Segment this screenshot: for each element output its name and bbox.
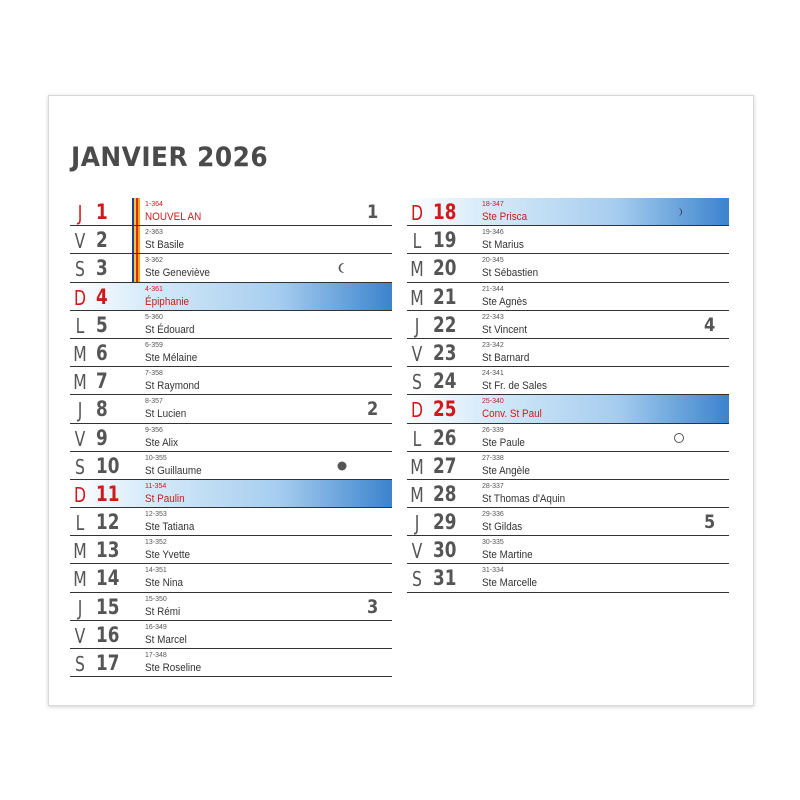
day-of-year-code: 5-360: [145, 313, 163, 321]
day-of-year-code: 14-351: [145, 567, 167, 575]
saint-name: Ste Nina: [145, 577, 183, 590]
day-number: 7: [96, 369, 108, 394]
saint-name: Épiphanie: [145, 295, 190, 308]
full-moon-icon: [336, 460, 348, 472]
saint-name: St Fr. de Sales: [482, 380, 547, 393]
day-row: [407, 283, 729, 311]
day-number: 4: [96, 284, 108, 309]
saint-name: Ste Geneviève: [145, 267, 210, 280]
day-of-year-code: 21-344: [482, 285, 504, 293]
weekday-letter: V: [74, 623, 86, 648]
weekday-letter: J: [77, 201, 83, 225]
day-of-year-code: 31-334: [482, 567, 504, 575]
day-row: [70, 649, 392, 677]
day-row: [407, 424, 729, 452]
day-of-year-code: 17-348: [145, 652, 167, 659]
weekday-letter: V: [74, 229, 86, 254]
saint-name: St Thomas d'Aquin: [482, 492, 566, 505]
day-row: [407, 254, 729, 282]
day-number: 15: [96, 594, 120, 619]
day-row: [407, 339, 729, 367]
weekday-letter: S: [75, 454, 85, 479]
week-number: 3: [366, 595, 378, 618]
day-row: [70, 452, 392, 480]
day-number: 3: [96, 256, 108, 281]
week-number: 2: [366, 398, 378, 421]
day-of-year-code: 22-343: [482, 313, 504, 321]
week-number: 1: [366, 201, 378, 223]
day-row: [70, 339, 392, 367]
day-number: 31: [433, 566, 457, 591]
weekday-letter: M: [73, 567, 87, 592]
day-row: [407, 367, 729, 395]
day-number: 14: [96, 566, 120, 591]
saint-name: Ste Paule: [482, 436, 525, 449]
day-number: 19: [433, 228, 457, 253]
day-number: 22: [433, 312, 457, 337]
day-number: 9: [96, 425, 108, 450]
day-number: 16: [96, 622, 120, 647]
day-of-year-code: 28-337: [482, 482, 504, 490]
day-number: 26: [433, 425, 457, 450]
weekday-letter: S: [75, 652, 85, 676]
day-row: [70, 395, 392, 423]
day-of-year-code: 18-347: [482, 201, 504, 208]
day-number: 11: [96, 481, 120, 506]
saint-name: NOUVEL AN: [145, 211, 202, 223]
day-row: [407, 395, 729, 423]
day-row: [70, 226, 392, 254]
saint-name: St Raymond: [145, 380, 200, 393]
day-number: 28: [433, 481, 457, 506]
weekday-letter: S: [75, 257, 85, 282]
weekday-letter: M: [73, 341, 87, 366]
day-of-year-code: 29-336: [482, 511, 504, 519]
saint-name: St Paulin: [145, 492, 185, 505]
weekday-letter: M: [73, 539, 87, 564]
saint-name: St Marcel: [145, 633, 187, 646]
saint-name: Ste Martine: [482, 549, 533, 562]
day-row: [70, 536, 392, 564]
saint-name: Ste Roseline: [145, 662, 202, 674]
page-title: JANVIER 2026: [71, 142, 269, 173]
day-of-year-code: 24-341: [482, 370, 504, 378]
day-of-year-code: 19-346: [482, 229, 504, 237]
new-moon-icon: [673, 432, 685, 444]
day-row: [407, 480, 729, 508]
day-of-year-code: 23-342: [482, 341, 504, 349]
saint-name: Ste Tatiana: [145, 521, 195, 534]
day-row: [70, 564, 392, 592]
day-number: 8: [96, 397, 108, 422]
weekday-letter: L: [75, 511, 85, 536]
saint-name: St Marius: [482, 239, 524, 252]
day-of-year-code: 20-345: [482, 257, 504, 265]
weekday-letter: L: [412, 229, 422, 254]
day-of-year-code: 4-361: [145, 285, 163, 293]
saint-name: Ste Alix: [145, 436, 179, 449]
saint-name: St Basile: [145, 239, 185, 252]
saint-name: Ste Angèle: [482, 464, 530, 477]
saint-name: St Gildas: [482, 521, 523, 534]
day-row: [407, 536, 729, 564]
week-number: 5: [703, 511, 715, 534]
saint-name: St Guillaume: [145, 464, 202, 477]
day-number: 24: [433, 369, 457, 394]
weekday-letter: S: [412, 567, 422, 592]
saint-name: Ste Yvette: [145, 549, 190, 562]
day-number: 5: [96, 312, 108, 337]
day-of-year-code: 25-340: [482, 398, 504, 406]
weekday-letter: M: [73, 370, 87, 395]
weekday-letter: L: [75, 313, 85, 338]
weekday-letter: M: [410, 482, 424, 507]
day-row: [407, 226, 729, 254]
saint-name: Ste Mélaine: [145, 351, 198, 364]
weekday-letter: D: [410, 398, 424, 423]
day-of-year-code: 27-338: [482, 454, 504, 462]
day-number: 1: [96, 200, 108, 224]
day-of-year-code: 16-349: [145, 623, 167, 631]
day-of-year-code: 11-354: [145, 482, 167, 490]
saint-name: Ste Prisca: [482, 211, 528, 223]
day-number: 17: [96, 651, 120, 675]
day-number: 21: [433, 284, 457, 309]
weekday-letter: J: [414, 511, 420, 536]
day-row: [70, 424, 392, 452]
day-of-year-code: 7-358: [145, 370, 163, 378]
day-of-year-code: 26-339: [482, 426, 504, 434]
day-of-year-code: 2-363: [145, 229, 163, 237]
weekday-letter: V: [411, 341, 423, 366]
day-row: [407, 564, 729, 592]
day-number: 29: [433, 510, 457, 535]
day-of-year-code: 13-352: [145, 539, 167, 547]
day-row: [70, 283, 392, 311]
day-of-year-code: 10-355: [145, 454, 167, 462]
day-number: 10: [96, 453, 120, 478]
right-day-column: [407, 198, 729, 593]
day-number: 18: [433, 200, 457, 224]
day-number: 23: [433, 340, 457, 365]
day-number: 20: [433, 256, 457, 281]
day-number: 13: [96, 538, 120, 563]
day-row: [70, 254, 392, 282]
weekday-letter: M: [410, 285, 424, 310]
weekday-letter: V: [411, 539, 423, 564]
day-row: [407, 198, 729, 226]
day-of-year-code: 8-357: [145, 398, 163, 406]
day-of-year-code: 15-350: [145, 595, 167, 603]
weekday-letter: D: [410, 201, 424, 225]
day-of-year-code: 30-335: [482, 539, 504, 547]
day-row: [407, 452, 729, 480]
day-number: 30: [433, 538, 457, 563]
day-of-year-code: 12-353: [145, 511, 167, 519]
saint-name: St Lucien: [145, 408, 187, 421]
day-row: [407, 508, 729, 536]
day-row: [70, 593, 392, 621]
first-quarter-moon-icon: [336, 262, 348, 274]
day-number: 2: [96, 228, 108, 253]
saint-name: Ste Agnès: [482, 295, 528, 308]
day-row: [407, 311, 729, 339]
weekday-letter: D: [73, 285, 87, 310]
day-number: 25: [433, 397, 457, 422]
last-quarter-moon-icon: [673, 206, 685, 218]
day-of-year-code: 3-362: [145, 257, 163, 265]
day-row: [70, 621, 392, 649]
day-of-year-code: 9-356: [145, 426, 163, 434]
saint-name: Ste Marcelle: [482, 577, 538, 590]
day-number: 12: [96, 510, 120, 535]
weekday-letter: M: [410, 257, 424, 282]
day-number: 27: [433, 453, 457, 478]
weekday-letter: M: [410, 454, 424, 479]
day-of-year-code: 1-364: [145, 201, 163, 208]
day-row: [70, 311, 392, 339]
weekday-letter: V: [74, 426, 86, 451]
day-of-year-code: 6-359: [145, 341, 163, 349]
saint-name: St Rémi: [145, 605, 181, 618]
saint-name: St Sébastien: [482, 267, 539, 280]
saint-name: St Barnard: [482, 351, 530, 364]
weekday-letter: S: [412, 370, 422, 395]
weekday-letter: J: [77, 595, 83, 620]
saint-name: Conv. St Paul: [482, 408, 542, 421]
weekday-letter: J: [414, 313, 420, 338]
day-row: [70, 198, 392, 226]
week-number: 4: [703, 313, 715, 336]
day-row: [70, 367, 392, 395]
weekday-letter: J: [77, 398, 83, 423]
day-number: 6: [96, 340, 108, 365]
saint-name: St Vincent: [482, 323, 527, 336]
day-row: [70, 508, 392, 536]
weekday-letter: L: [412, 426, 422, 451]
saint-name: St Édouard: [145, 323, 195, 336]
weekday-letter: D: [73, 482, 87, 507]
left-day-column: [70, 198, 392, 677]
day-row: [70, 480, 392, 508]
